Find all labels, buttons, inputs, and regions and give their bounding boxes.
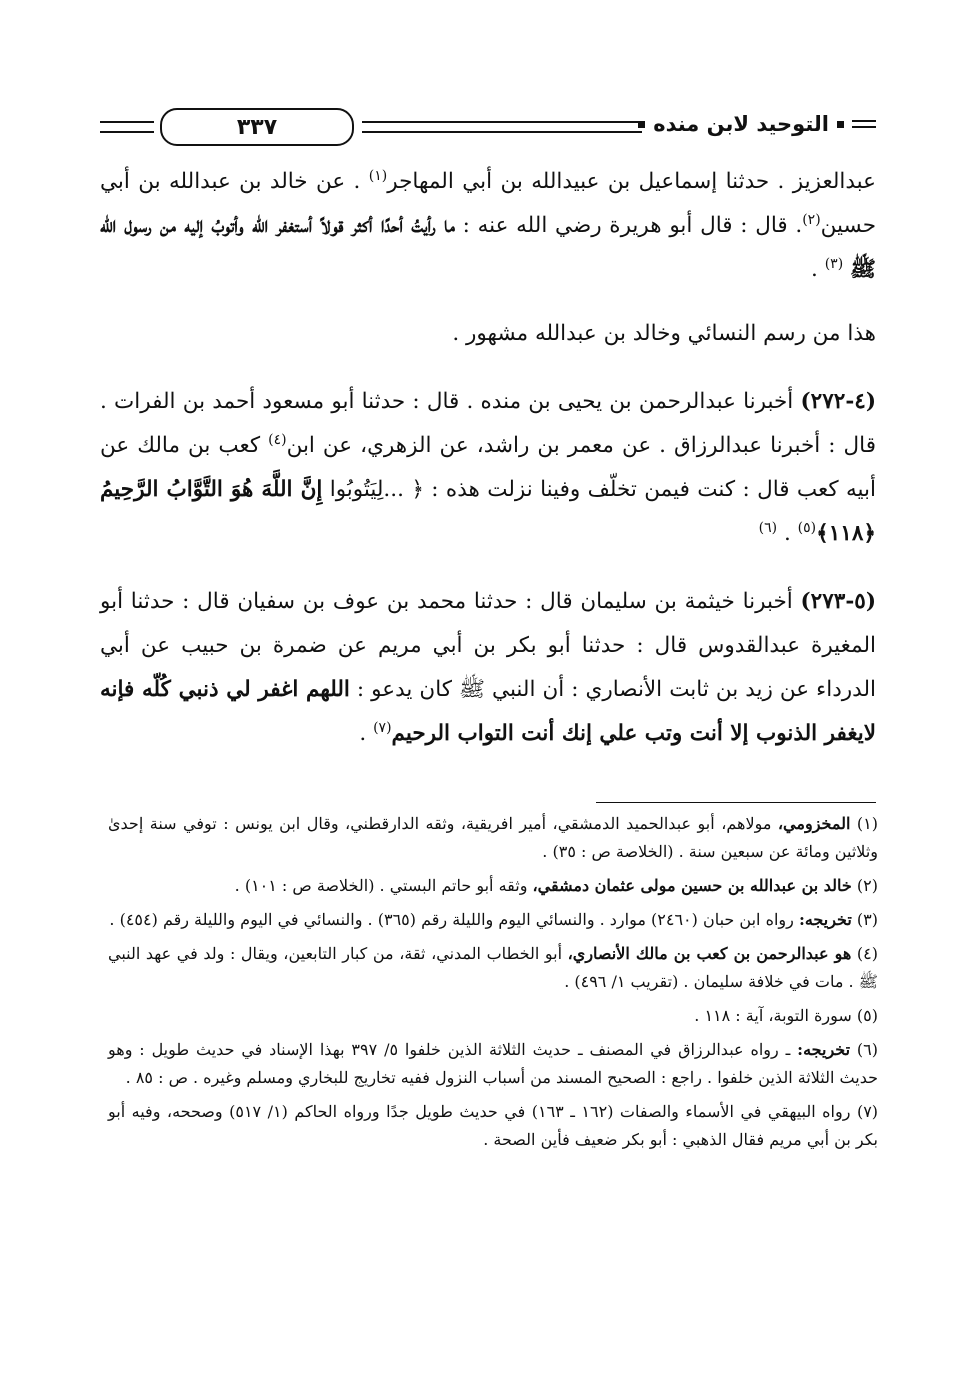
footnote-ref-2[interactable]: (٢)	[802, 211, 821, 228]
header-double-rule	[362, 121, 642, 133]
quran-verse: إِنَّ اللَّهَ هُوَ التَّوَّابُ الرَّحِيمُ ﴿١١٨﴾	[100, 477, 876, 546]
footnote-ref-4[interactable]: (٤)	[268, 431, 287, 448]
footnote-ref-3[interactable]: (٣)	[824, 255, 844, 272]
main-text	[100, 160, 876, 780]
hadith-matn: ما رأيتُ أحدًا أكثر قولاً أستغفر الله وأتوبُ إليه من رسول الله ﷺ	[100, 213, 876, 282]
hadith-number: (٥-٢٧٣)	[800, 589, 876, 614]
footnote-5: (٥) سورة التوبة، آية : ١١٨ .	[694, 1006, 878, 1025]
book-title: التوحيد لابن منده	[653, 112, 829, 136]
footnote-ref-6[interactable]: (٦)	[758, 519, 778, 536]
footnote-2: (٢) خالد بن عبدالله بن حسين مولى عثمان دمشقي، وثقه أبو حاتم البستي . (الخلاصة ص : ١٠١) .	[234, 876, 878, 895]
paragraph-comment: هذا من رسم النسائي وخالد بن عبدالله مشهور .	[452, 321, 876, 346]
footnote-ref-7[interactable]: (٧)	[373, 719, 392, 736]
page-header	[100, 104, 876, 152]
hadith-number: (٤-٢٧٢)	[800, 389, 876, 414]
footnote-4: (٤) هو عبدالرحمن بن كعب بن مالك الأنصاري، أبو الخطاب المدني، ثقة، من كبار التابعين، ويقال : ولد في عهد النبي ﷺ . مات في خلافة سليمان . (تقريب ١/ ٤٩٦) .	[108, 944, 878, 991]
hadith-matn: اللهم اغفر لي ذنبي كُلّه فإنه لايغفر الذنوب إلا أنت وتب علي إنك أنت التواب الرحيم	[100, 677, 876, 746]
header-double-rule-left	[100, 121, 154, 133]
running-title	[638, 112, 876, 136]
paragraph-hadith-272: (٤-٢٧٢) أخبرنا عبدالرحمن بن يحيى بن منده . قال : حدثنا أبو مسعود أحمد بن الفرات . قال : أخبرنا عبدالرزاق . عن معمر بن راشد، عن الزهري، عن ابن$^{(٤)}$ كعب بن مالك عن أبيه كعب قال : كنت فيمن تخلّف وفينا نزلت هذه : ﴿ ...لِيَتُوبُوا إِنَّ اللَّهَ هُوَ التَّوَّابُ الرَّحِيمُ ﴿١١٨﴾$^{(٥)}$ . $^{(٦)}$	[100, 389, 876, 546]
header-square-ornament	[837, 121, 844, 128]
footnote-3: (٣) تخريجه: رواه ابن حبان (٢٤٦٠) موارد . والنسائي اليوم والليلة رقم (٣٦٥) . والنسائي في اليوم والليلة رقم (٤٥٤) .	[109, 910, 878, 929]
footnote-ref-1[interactable]: (١)	[368, 167, 388, 184]
footnote-7: (٧) رواه البيهقي في الأسماء والصفات (١٦٢ ـ ١٦٣) في حديث طويل جدًا ورواه الحاكم (١/ ٥١٧) وصححه، وفيه أبو بكر بن أبي مريم فقال الذهبي : أبو بكر ضعيف فأين الصحة .	[108, 1102, 879, 1149]
footnote-ref-5[interactable]: (٥)	[797, 519, 817, 536]
paragraph-hadith-273: (٥-٢٧٣) أخبرنا خيثمة بن سليمان قال : حدثنا محمد بن عوف بن سفيان قال : حدثنا أبو المغيرة عبدالقدوس قال : حدثنا أبو بكر بن أبي مريم عن ضمرة بن حبيب عن أبي الدرداء عن زيد بن ثابت الأنصاري : أن النبي ﷺ كان يدعو : اللهم اغفر لي ذنبي كُلّه فإنه لايغفر الذنوب إلا أنت وتب علي إنك أنت التواب الرحيم$^{(٧)}$ .	[100, 589, 876, 746]
footnote-1: (١) المخزومي، مولاهم، أبو عبدالحميد الدمشقي، أمير افريقية، وثقه الدارقطني، وقال ابن يونس : توفي سنة إحدىٰ وثلاثين ومائة عن سبعين سنة . (الخلاصة ص : ٣٥) .	[108, 814, 878, 861]
page-number-frame	[160, 108, 354, 146]
footnote-6: (٦) تخريجه: ـ رواه عبدالرزاق في المصنف ـ حديث الثلاثة الذين خلفوا ٥/ ٣٩٧ بهذا الإسناد في حديث طويل : وهو حديث الثلاثة الذين خلفوا . راجع : الصحيح المسند من أسباب النزول ففيه تخاريج للبخاري ومسلم وغيره . ص : ٨٥ .	[108, 1040, 879, 1087]
paragraph-hadith-271-continuation: عبدالعزيز . حدثنا إسماعيل بن عبيدالله بن أبي المهاجر$^{(١)}$ . عن خالد بن عبدالله بن أبي حسين$^{(٢)}$. قال : قال أبو هريرة رضي الله عنه : ما رأيتُ أحدًا أكثر قولاً أستغفر الله وأتوبُ إليه من رسول الله ﷺ $^{(٣)}$ .	[100, 167, 876, 282]
page-number: ٣٣٧	[236, 114, 278, 140]
footnotes	[108, 810, 878, 1160]
footnote-separator	[596, 802, 876, 803]
header-double-rule-right	[852, 120, 876, 122]
